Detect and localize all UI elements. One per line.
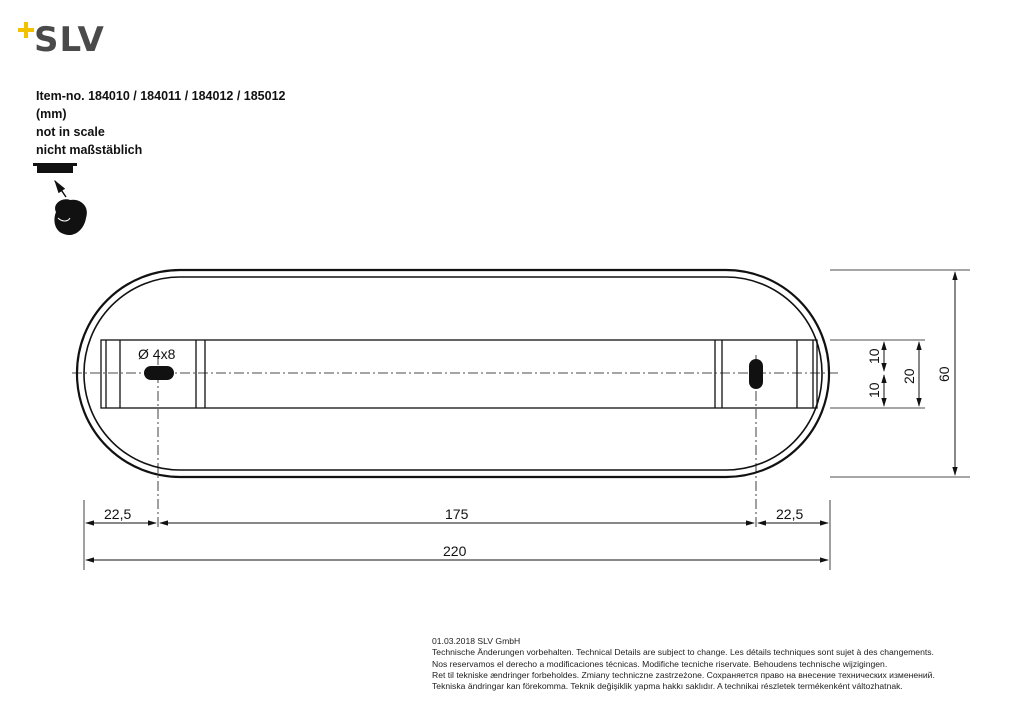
dim-total-width: 60 [936, 366, 952, 382]
footer-line-2: Nos reservamos el derecho a modificaciones técnicas. Modifiche tecniche riservate. Behoudens technische wijzigingen. [432, 658, 888, 669]
item-number: Item-no. 184010 / 184011 / 184012 / 185012 [36, 89, 286, 103]
hole-size-label: Ø 4x8 [138, 346, 176, 362]
dim-right-offset: 22,5 [776, 506, 804, 522]
right-slot-hole [749, 359, 763, 389]
footer-line-3: Ret til tekniske ændringer forbeholdes. Zmiany techniczne zastrzeżone. Сохраняется право на внесение технических изменений. [432, 669, 935, 680]
footer-line-4: Tekniska ändringar kan förekomma. Teknik değişiklik yapma hakkı saklıdır. A technikai részletek termékenként változhatnak. [432, 681, 903, 692]
footer-line-1: Technische Änderungen vorbehalten. Technical Details are subject to change. Les détails techniques sont sujet à des changements. [432, 647, 934, 658]
brand-name: SLV [34, 20, 105, 60]
footer-line-date: 01.03.2018 SLV GmbH [432, 636, 521, 646]
scale-note-en: not in scale [36, 125, 105, 139]
unit-label: (mm) [36, 107, 67, 121]
dim-total-length: 220 [443, 543, 467, 559]
dim-left-offset: 22,5 [104, 506, 132, 522]
footer-notes [432, 636, 935, 692]
dim-lower-half: 10 [866, 382, 882, 398]
mounting-plate [101, 340, 817, 408]
scale-note-de: nicht maßstäblich [36, 143, 143, 157]
dim-inner-width: 20 [901, 368, 917, 384]
housing-inner [84, 277, 822, 470]
left-slot-hole [144, 366, 174, 380]
mounting-hint-icon [33, 163, 87, 235]
dim-hole-spacing: 175 [445, 506, 469, 522]
housing-outer [77, 270, 829, 477]
dim-upper-half: 10 [866, 348, 882, 364]
